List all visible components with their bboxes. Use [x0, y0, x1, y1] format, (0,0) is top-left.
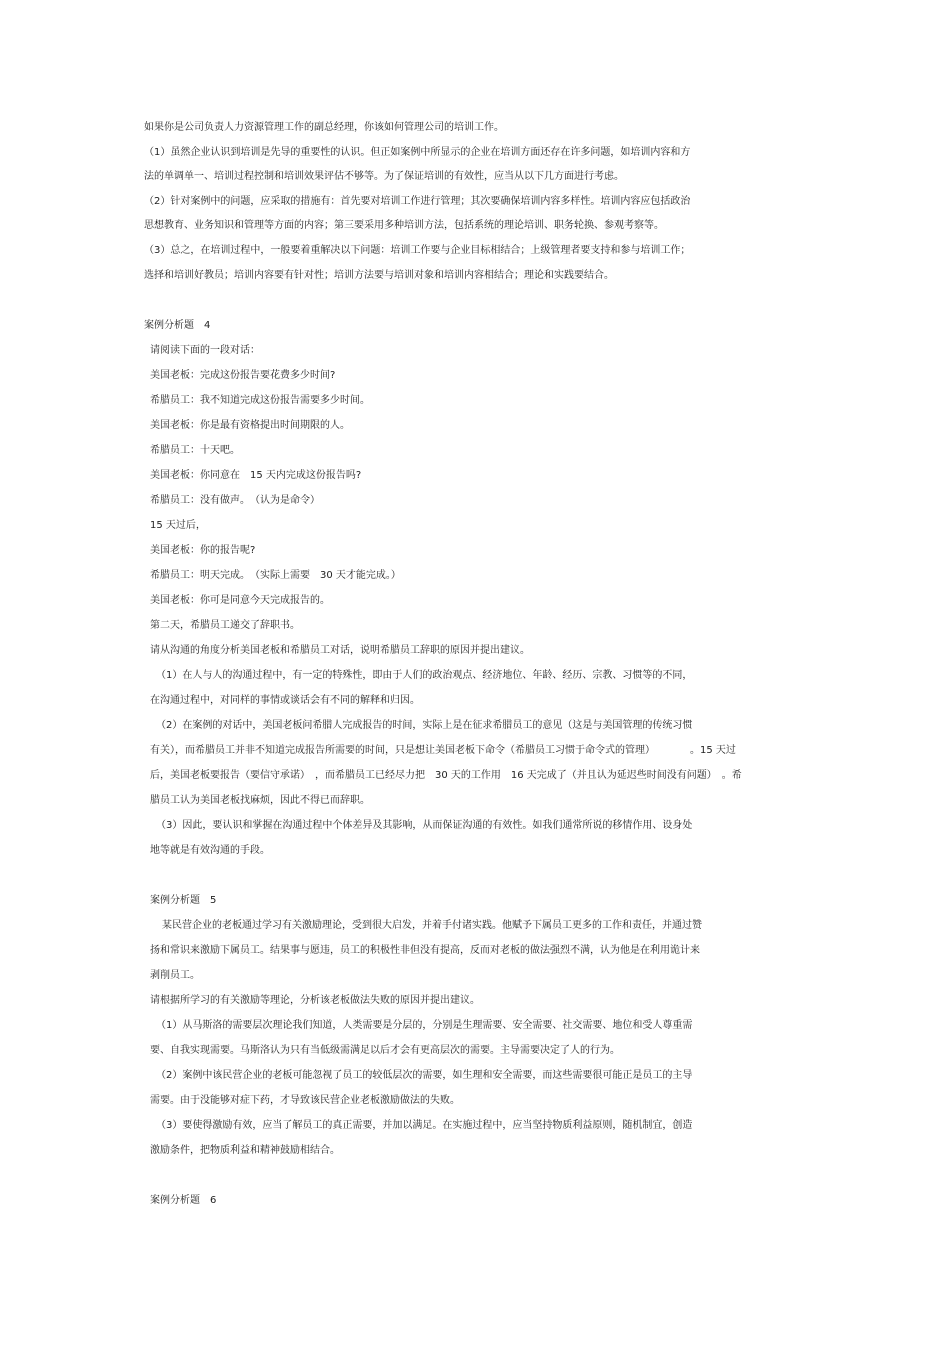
dialogue-line: 美国老板：你的报告呢?: [150, 545, 256, 556]
dialogue-line: 美国老板：完成这份报告要花费多少时间?: [150, 370, 336, 381]
dialogue-line: 希腊员工：明天完成。 （实际上需要 30 天才能完成。）: [150, 570, 401, 581]
case4-prompt: 请阅读下面的一段对话：: [150, 345, 260, 356]
case5-answer-3-line1: （3）要使得激励有效，应当了解员工的真正需要，并加以满足。在实施过程中，应当坚持物质利益原则，随机制宜，创造: [156, 1120, 693, 1131]
dialogue-line: 美国老板：你是最有资格提出时间期限的人。: [150, 420, 350, 431]
case3-answer-3-line1: （3）总之，在培训过程中，一般要着重解决以下问题：培训工作要与企业目标相结合；上级管理者要支持和参与培训工作；: [144, 245, 691, 256]
case6-heading: 案例分析题 6: [150, 1195, 217, 1206]
dialogue-line: 美国老板：你同意在 15 天内完成这份报告吗?: [150, 470, 362, 481]
case4-answer-1-line1: （1）在人与人的沟通过程中，有一定的特殊性，即由于人们的政治观点、经济地位、年龄、经历、宗教、习惯等的不同，: [156, 670, 693, 681]
case3-answer-1-line2: 法的单调单一、培训过程控制和培训效果评估不够等。为了保证培训的有效性，应当从以下几方面进行考虑。: [144, 171, 624, 182]
case4-answer-3-line1: （3）因此，要认识和掌握在沟通过程中个体差异及其影响，从而保证沟通的有效性。如我们通常所说的移情作用、设身处: [156, 820, 693, 831]
case4-answer-3-line2: 地等就是有效沟通的手段。: [150, 845, 270, 856]
case5-heading: 案例分析题 5: [150, 895, 217, 906]
dialogue-line: 希腊员工：没有做声。 （认为是命令）: [150, 495, 320, 506]
case5-scenario-line2: 扬和常识来激励下属员工。结果事与愿违，员工的积极性非但没有提高，反而对老板的做法强烈不满，认为他是在利用诡计来: [150, 945, 700, 956]
case5-answer-1-line2: 要、自我实现需要。马斯洛认为只有当低级需满足以后才会有更高层次的需要。主导需要决定了人的行为。: [150, 1045, 620, 1056]
dialogue-line: 希腊员工：十天吧。: [150, 445, 240, 456]
dialogue-line: 希腊员工：我不知道完成这份报告需要多少时间。: [150, 395, 370, 406]
case3-answer-1-line1: （1）虽然企业认识到培训是先导的重要性的认识。但正如案例中所显示的企业在培训方面还存在许多问题，如培训内容和方: [144, 147, 691, 158]
dialogue-line: 15 天过后，: [150, 520, 206, 531]
case5-answer-3-line2: 激励条件，把物质利益和精神鼓励相结合。: [150, 1145, 340, 1156]
case3-answer-2-line2: 思想教育、业务知识和管理等方面的内容；第三要采用多种培训方法，包括系统的理论培训、职务轮换、参观考察等。: [144, 220, 664, 231]
case4-answer-2-line3: 后，美国老板要报告（要信守承诺） ，而希腊员工已经尽力把 30 天的工作用 16 天完成了（并且认为延迟些时间没有问题） 。希: [150, 770, 742, 781]
case4-heading: 案例分析题 4: [144, 320, 211, 331]
case3-answer-3-line2: 选择和培训好教员；培训内容要有针对性；培训方法要与培训对象和培训内容相结合；理论和实践要结合。: [144, 270, 614, 281]
case5-answer-2-line2: 需要。由于没能够对症下药，才导致该民营企业老板激励做法的失败。: [150, 1095, 460, 1106]
intro-question: 如果你是公司负责人力资源管理工作的副总经理，你该如何管理公司的培训工作。: [144, 122, 504, 133]
dialogue-line: 美国老板：你可是同意今天完成报告的。: [150, 595, 330, 606]
dialogue-line: 第二天，希腊员工递交了辞职书。: [150, 620, 300, 631]
case4-answer-1-line2: 在沟通过程中，对同样的事情或谈话会有不同的解释和归因。: [150, 695, 420, 706]
case5-question: 请根据所学习的有关激励等理论，分析该老板做法失败的原因并提出建议。: [150, 995, 480, 1006]
case3-answer-2-line1: （2）针对案例中的问题，应采取的措施有：首先要对培训工作进行管理；其次要确保培训内容多样性。培训内容应包括政治: [144, 196, 691, 207]
case4-answer-2-line1: （2）在案例的对话中，美国老板问希腊人完成报告的时间，实际上是在征求希腊员工的意见（这是与美国管理的传统习惯: [156, 720, 693, 731]
case5-answer-2-line1: （2）案例中该民营企业的老板可能忽视了员工的较低层次的需要，如生理和安全需要，而这些需要很可能正是员工的主导: [156, 1070, 693, 1081]
case4-question: 请从沟通的角度分析美国老板和希腊员工对话，说明希腊员工辞职的原因并提出建议。: [150, 645, 530, 656]
case5-scenario-line1: 某民营企业的老板通过学习有关激励理论，受到很大启发，并着手付诸实践。他赋予下属员工更多的工作和责任，并通过赞: [162, 920, 702, 931]
case4-answer-2-line2: 有关），而希腊员工并非不知道完成报告所需要的时间，只是想让美国老板下命令（希腊员工习惯于命令式的管理） 。15 天过: [150, 745, 736, 756]
case5-answer-1-line1: （1）从马斯洛的需要层次理论我们知道，人类需要是分层的，分别是生理需要、安全需要、社交需要、地位和受人尊重需: [156, 1020, 693, 1031]
case4-answer-2-line4: 腊员工认为美国老板找麻烦，因此不得已而辞职。: [150, 795, 370, 806]
case5-scenario-line3: 剥削员工。: [150, 970, 200, 981]
